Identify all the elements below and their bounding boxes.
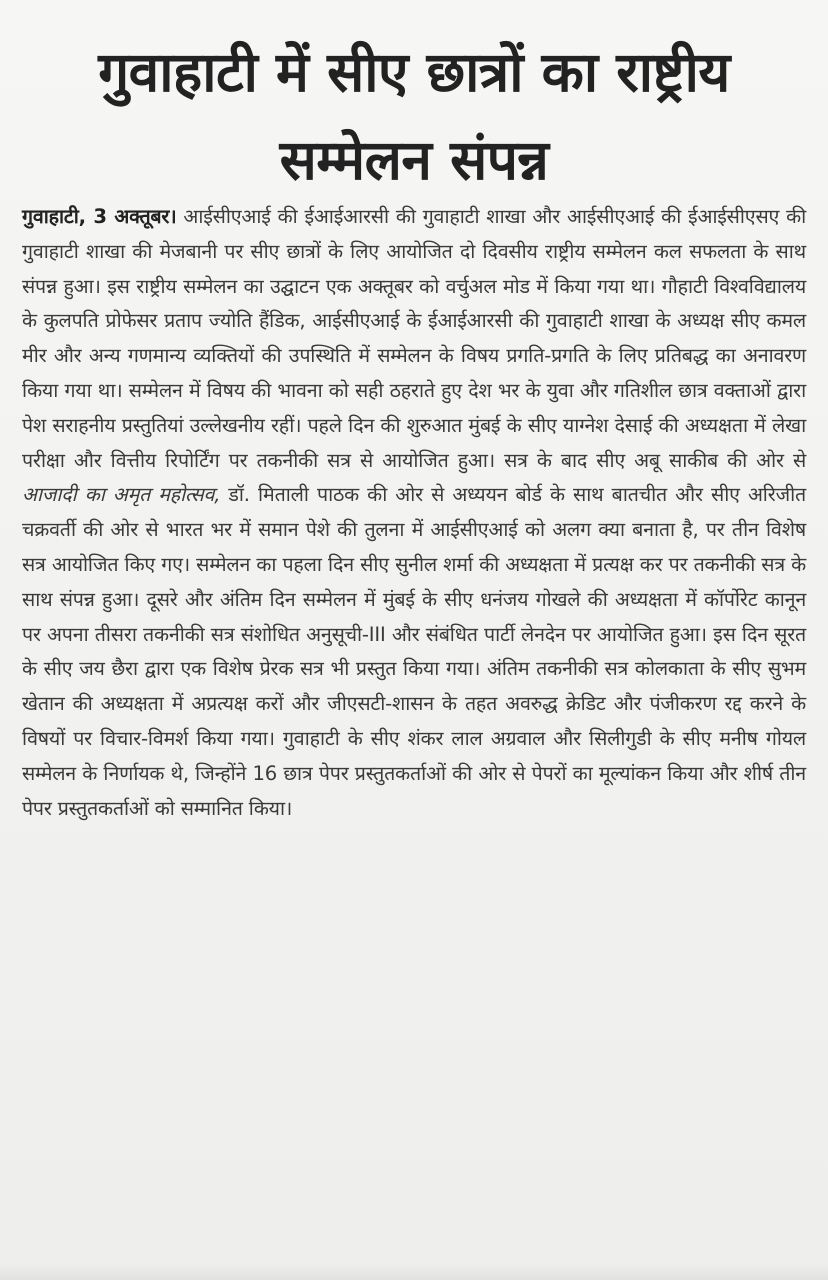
dateline: गुवाहाटी, 3 अक्तूबर। [22,205,177,228]
headline: गुवाहाटी में सीए छात्रों का राष्ट्रीय सम्मेलन संपन्न [98,40,730,192]
body-text-italic-phrase: आजादी का अमृत महोत्सव, [22,483,221,507]
body-text-part-2: डॉ. मिताली पाठक की ओर से अध्ययन बोर्ड के साथ बातचीत और सीए अरिजीत चक्रवर्ती की ओर से भारत भर में समान पेशे की तुलना में आईसीएआई को अलग क्या बनाता है, पर तीन विशेष सत्र आयोजित किए गए। सम्मेलन का पहला दिन सीए सुनील शर्मा की अध्यक्षता में प्रत्यक्ष कर पर तकनीकी सत्र के साथ संपन्न हुआ। दूसरे और अंतिम दिन सम्मेलन में मुंबई के सीए धनंजय गोखले की अध्यक्षता में कॉर्पोरेट कानून पर अपना तीसरा तकनीकी सत्र संशोधित अनुसूची-III और संबंधित पार्टी लेनदेन पर आयोजित हुआ। इस दिन सूरत के सीए जय छैरा द्वारा एक विशेष प्रेरक सत्र भी प्रस्तुत किया गया। अंतिम तकनीकी सत्र कोलकाता के सीए सुभम खेतान की अध्यक्षता में अप्रत्यक्ष करों और जीएसटी-शासन के तहत अवरुद्ध क्रेडिट और पंजीकरण रद्द करने के विषयों पर विचार-विमर्श किया गया। गुवाहाटी के सीए शंकर लाल अग्रवाल और सिलीगुडी के सीए मनीष गोयल सम्मेलन के निर्णायक थे, जिन्होंने 16 छात्र पेपर प्रस्तुतकर्ताओं की ओर से पेपरों का मूल्यांकन किया और शीर्ष तीन पेपर प्रस्तुतकर्ताओं को सम्मानित किया। [22,483,806,820]
page-edge-shadow [0,1264,828,1280]
article-body [22,200,806,826]
body-text-part-1: आईसीएआई की ईआईआरसी की गुवाहाटी शाखा और आईसीएआई की ईआईसीएसए की गुवाहाटी शाखा की मेजबानी पर सीए छात्रों के लिए आयोजित दो दिवसीय राष्ट्रीय सम्मेलन कल सफलता के साथ संपन्न हुआ। इस राष्ट्रीय सम्मेलन का उद्घाटन एक अक्तूबर को वर्चुअल मोड में किया गया था। गौहाटी विश्वविद्यालय के कुलपति प्रोफेसर प्रताप ज्योति हैंडिक, आईसीएआई के ईआईआरसी की गुवाहाटी शाखा के अध्यक्ष सीए कमल मीर और अन्य गणमान्य व्यक्तियों की उपस्थिति में सम्मेलन के विषय प्रगति-प्रगति के लिए प्रतिबद्ध का अनावरण किया गया था। सम्मेलन में विषय की भावना को सही ठहराते हुए देश भर के युवा और गतिशील छात्र वक्ताओं द्वारा पेश सराहनीय प्रस्तुतियां उल्लेखनीय रहीं। पहले दिन की शुरुआत मुंबई के सीए याग्नेश देसाई की अध्यक्षता में लेखा परीक्षा और वित्तीय रिपोर्टिंग पर तकनीकी सत्र से आयोजित हुआ। सत्र के बाद सीए अबू साकीब की ओर से [22,205,806,472]
